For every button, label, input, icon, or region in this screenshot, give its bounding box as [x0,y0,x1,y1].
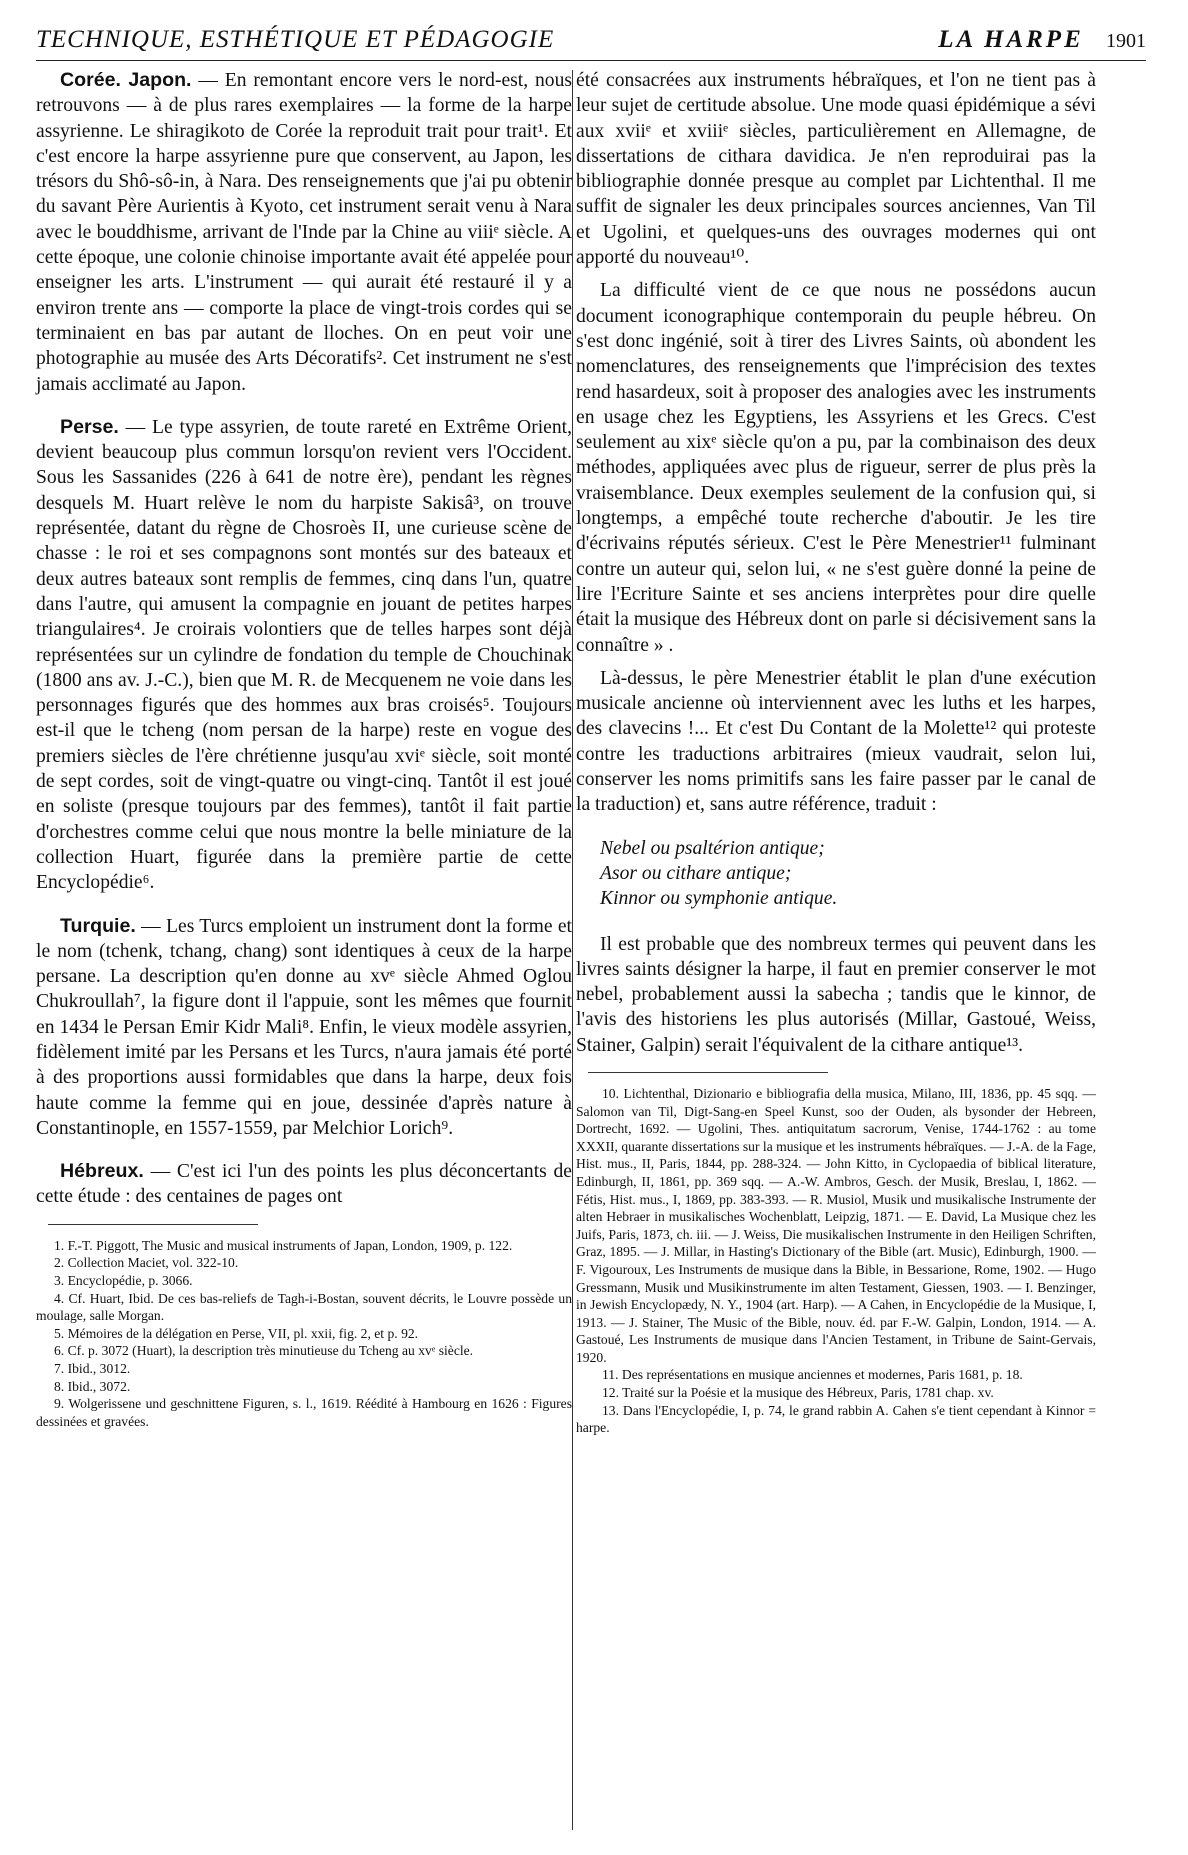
header-section-title: TECHNIQUE, ESTHÉTIQUE ET PÉDAGOGIE [36,26,555,53]
header-article-title: LA HARPE [938,26,1084,53]
section-perse [36,415,572,896]
left-column [36,68,572,1430]
footnote: 4. Cf. Huart, Ibid. De ces bas-reliefs de Tagh-i-Bostan, souvent décrits, le Louvre possède un moulage, salle Morgan. [36,1290,572,1324]
section-turquie [36,914,572,1142]
section-text-perse: — Le type assyrien, de toute rareté en Extrême Orient, devient beaucoup plus commun lorsqu'on revient vers l'Occident. Sous les Sassanides (226 à 641 de notre ère), pendant les règnes desquels M. Huart relève le nom du harpiste Sakisâ³, on trouve représentée, datant du règne de Chosroès II, une curieuse scène de chasse : le roi et ses compagnons sont montés sur des bateaux et deux autres bateaux sont remplis de femmes, cinq dans l'un, quatre dans l'autre, qui amusent la compagnie en jouant de petites harpes triangulaires⁴. Je croirais volontiers que de telles harpes sont déjà représentées sur un cylindre de fondation du temple de Chouchinak (1800 ans av. J.-C.), bien que M. R. de Mecquenem ne voie dans les personnages figurés que des hommes aux bras croisés⁵. Toujours est-il que le tcheng (nom persan de la harpe) reste en vogue des premiers siècles de l'ère chrétienne jusqu'au xviᵉ siècle, soit monté de sept cordes, soit de vingt-quatre ou vingt-cinq. Tantôt il est joué en soliste (presque toujours par des femmes), tantôt il fait partie d'orchestres comme celui que nous montre la belle miniature de la collection Huart, figurée dans la première partie de cette Encyclopédie⁶. [36,416,572,894]
running-header [36,24,1146,61]
footnote: 1. F.-T. Piggott, The Music and musical instruments of Japan, London, 1909, p. 122. [54,1237,513,1253]
paragraph: Il est probable que des nombreux termes qui peuvent dans les livres saints désigner la harpe, il faut en premier conserver le mot nebel, probablement aussi la sabecha ; tandis que le kinnor, de l'avis des historiens les plus autorisés (Millar, Gastoué, Weiss, Stainer, Galpin) serait l'équivalent de la cithare antique¹³. [576,933,1096,1056]
section-coree [36,68,572,397]
section-text-coree: — En remontant encore vers le nord-est, nous retrouvons — à de plus rares exemplaires — la forme de la harpe assyrienne. Le shiragikoto de Corée la reproduit trait pour trait¹. Et c'est encore la harpe assyrienne pure que conservent, au Japon, les trésors du Shô-sô-in, à Nara. Des renseignements que j'ai pu obtenir du savant Père Aurientis à Kyoto, cet instrument serait venu à Nara avec le bouddhisme, arrivant de l'Inde par la Chine au viiiᵉ siècle. A cette époque, une colonie chinoise importante avait été appelée pour enseigner les arts. L'instrument — qui aurait été restauré il y a environ trente ans — comporte la place de vingt-trois cordes qui se terminaient en bas par autant de lloches. On en peut voir une photographie au musée des Arts Décoratifs². Cet instrument ne s'est jamais acclimaté au Japon. [36,70,572,395]
footnote: 13. Dans l'Encyclopédie, I, p. 74, le grand rabbin A. Cahen s'e tient cependant à Kinnor = harpe. [576,1402,1096,1436]
footnotes-rule [588,1072,828,1073]
quoted-verse [600,836,1096,912]
right-column [576,68,1096,1437]
section-heading-turquie: Turquie. [60,914,136,937]
column-divider [572,70,573,1830]
verse-line: Kinnor ou symphonie antique. [600,888,838,910]
section-text-turquie: — Les Turcs emploient un instrument dont la forme et le nom (tchenk, tchang, chang) sont identiques à ceux de la harpe persane. La description qu'en donne au xvᵉ siècle Ahmed Oglou Chukroullah⁷, la figure dont il l'appuie, sont les mêmes que fournit en 1434 le Persan Emir Kidr Mali⁸. Enfin, le vieux modèle assyrien, fidèlement imité par les Persans et les Turcs, n'aura jamais été porté à des proportions aussi formidables que dans la harpe, deux fois haute comme la femme qui en joue, dessinée d'après nature à Constantinople, en 1557-1559, par Melchior Lorich⁹. [36,915,572,1139]
footnote: 7. Ibid., 3012. [54,1360,131,1376]
footnote: 6. Cf. p. 3072 (Huart), la description très minutieuse du Tcheng au xvᵉ siècle. [54,1343,474,1359]
footnotes-rule [48,1224,258,1225]
section-heading-coree: Corée. Japon. [60,69,192,91]
paragraph: été consacrées aux instruments hébraïques, et l'on ne tient pas à leur sujet de certitude absolue. Une mode quasi épidémique a sévi aux xviiᵉ et xviiiᵉ siècles, particulièrement en Allemagne, de dissertations de cithara davidica. Je n'en reproduirai pas la bibliographie donnée presque au complet par Lichtenthal. Il me suffit de signaler les deux principales sources anciennes, Van Til et Ugolini, et quelques-uns des ouvrages modernes qui ont apporté du nouveau¹⁰. [576,70,1096,269]
paragraph: Là-dessus, le père Menestrier établit le plan d'une exécution musicale ancienne où interviennent avec les luths et les harpes, des clavecins !... Et c'est Du Contant de la Molette¹² qui proteste contre les traductions arbitraires (mieux vaudrait, selon lui, conserver les noms primitifs sans les faire passer par le canal de la traduction) et, sans autre référence, traduit : [576,667,1096,816]
paragraph: La difficulté vient de ce que nous ne possédons aucun document iconographique contemporain du peuple hébreu. On s'est donc ingénié, soit à tirer des Livres Saints, où abondent les nomenclatures, des renseignements que l'imprécision des textes rend hasardeux, soit à proposer des analogies avec les instruments en usage chez les Egyptiens, les Assyriens et les Grecs. C'est seulement au xixᵉ siècle qu'on a pu, par la combinaison des deux méthodes, appliquées avec plus de rigueur, serrer de plus près la vraisemblance. Deux exemples seulement de la confusion qui, si longtemps, a empêché toute recherche d'aboutir. Je les tire d'écrivains réputés sérieux. C'est le Père Menestrier¹¹ fulminant contre un auteur qui, selon lui, « ne s'est guère donné la peine de lire l'Ecriture Sainte et ses anciens interprètes pour dire quelle était la musique des Hébreux dont on parle si décisivement sans la connaître » . [576,280,1096,656]
footnote: 11. Des représentations en musique anciennes et modernes, Paris 1681, p. 18. [602,1367,1023,1383]
section-heading-hebreux: Hébreux. [60,1160,144,1183]
footnotes-right [576,1085,1096,1437]
section-hebreux [36,1159,572,1210]
footnote: 8. Ibid., 3072. [54,1378,131,1394]
page-number: 1901 [1106,30,1146,52]
section-heading-perse: Perse. [60,415,119,438]
footnotes-left [36,1237,572,1431]
footnote: 9. Wolgerissene und geschnittene Figuren, s. l., 1619. Réédité à Hambourg en 1626 : Figures dessinées et gravées. [36,1396,572,1429]
footnote: 12. Traité sur la Poésie et la musique des Hébreux, Paris, 1781 chap. xv. [602,1385,994,1401]
footnote: 10. Lichtenthal, Dizionario e bibliografia della musica, Milano, III, 1836, pp. 45 sqq. — Salomon van Til, Digt-Sang-en Speel Kunst, soo der Ouden, als bysonder der Hebreen, Dortrecht, 1692. — Ugolini, Thes. antiquitatum sacrorum, Venise, 1744-1762 : au tome XXXII, quarante dissertations sur la musique et les instruments hébraïques. — J.-A. de la Fage, Hist. mus., II, Paris, 1844, pp. 288-324. — John Kitto, in Cyclopaedia of biblical literature, Edinburgh, II, 1861, pp. 369 sqq. — A.-W. Ambros, Gesch. der Musik, Breslau, I, 1862. — Fétis, Hist. mus., I, 1869, pp. 383-393. — R. Musiol, Musik und musikalische Instrumente der alten Hebraer in musikalisches Wochenblatt, Leipzig, 1871. — E. David, La Musique chez les Juifs, Paris, 1873, ch. iii. — J. Weiss, Die musikalischen Instrumente in den Heiligen Schriften, Graz, 1895. — J. Millar, in Hasting's Dictionary of the Bible (art. Music), Edinburgh, 1900. — F. Vigouroux, Les Instruments de musique dans la Bible, in Bessarione, Rome, 1902. — Hugo Gressmann, Musik und Musikinstrumente im alten Testament, Giessen, 1903. — I. Benzinger, in Jewish Encyclopædy, N. Y., 1904 (art. Harp). — A Cahen, in Encyclopédie de la Musique, I, 1913. — J. Stainer, The Music of the Bible, nouv. éd. par F.-W. Galpin, London, 1914. — A. Gastoué, Les Instruments de musique dans l'Ancien Testament, in Tribune de Saint-Gervais, 1920. [576,1085,1096,1365]
footnote: 5. Mémoires de la délégation en Perse, VII, pl. xxii, fig. 2, et p. 92. [54,1325,419,1341]
footnote: 2. Collection Maciet, vol. 322-10. [54,1255,239,1271]
footnote: 3. Encyclopédie, p. 3066. [54,1272,193,1288]
header-right [938,26,1146,54]
section-text-hebreux: — C'est ici l'un des points les plus déconcertants de cette étude : des centaines de pages ont [36,1161,572,1208]
verse-line: Nebel ou psaltérion antique; [600,837,825,859]
verse-line: Asor ou cithare antique; [600,862,792,884]
